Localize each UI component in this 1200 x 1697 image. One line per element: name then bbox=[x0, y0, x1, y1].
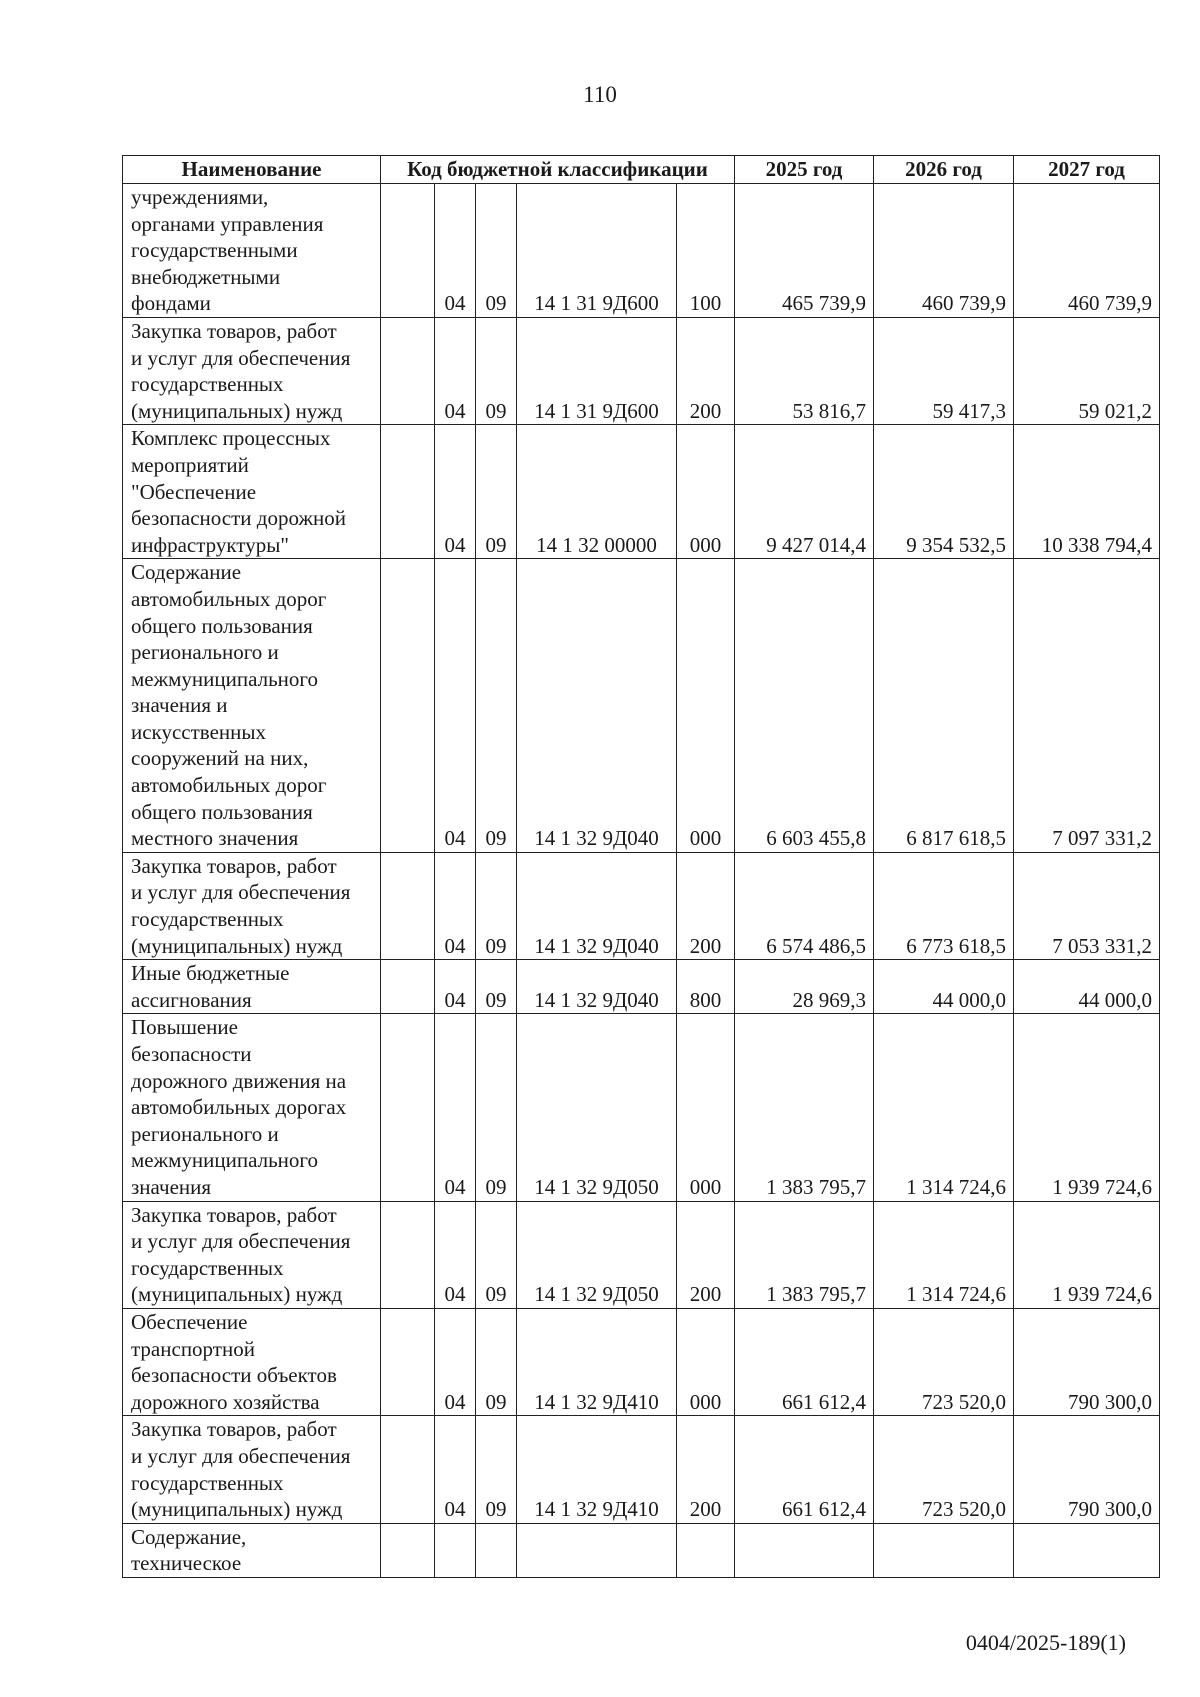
row-section-code: 04 bbox=[435, 852, 476, 959]
row-section-code: 04 bbox=[435, 960, 476, 1014]
row-subsection-code bbox=[476, 1523, 517, 1577]
row-name-line: Обеспечение bbox=[131, 1309, 248, 1334]
table-row bbox=[123, 1523, 1160, 1577]
row-subsection-code: 09 bbox=[476, 1201, 517, 1308]
row-amount-2027: 7 097 331,2 bbox=[1014, 559, 1160, 853]
row-amount-2026: 723 520,0 bbox=[874, 1308, 1014, 1415]
row-name-line: Иные бюджетные bbox=[131, 961, 290, 986]
row-name-line: Содержание bbox=[131, 560, 242, 585]
row-name-line: ассигнования bbox=[131, 987, 252, 1012]
row-name-line: Комплекс процессных bbox=[131, 426, 331, 451]
row-name-line: дорожного движения на bbox=[131, 1068, 347, 1093]
row-expense-type-code: 200 bbox=[677, 1201, 735, 1308]
row-target-article-code bbox=[517, 1523, 677, 1577]
row-amount-2026: 6 817 618,5 bbox=[874, 559, 1014, 853]
row-subsection-code: 09 bbox=[476, 1014, 517, 1201]
row-name-line: общего пользования bbox=[131, 613, 313, 638]
row-name bbox=[123, 960, 381, 1014]
row-amount-2027: 44 000,0 bbox=[1014, 960, 1160, 1014]
row-code-empty-cell bbox=[381, 1014, 435, 1201]
row-name-line: государственных bbox=[131, 1255, 284, 1280]
row-code-empty-cell bbox=[381, 425, 435, 559]
row-amount-2025: 6 603 455,8 bbox=[735, 559, 874, 853]
row-name-line: значения bbox=[131, 1174, 212, 1199]
row-amount-2027: 59 021,2 bbox=[1014, 317, 1160, 424]
row-name-line: и услуг для обеспечения bbox=[131, 1229, 351, 1254]
row-code-empty-cell bbox=[381, 960, 435, 1014]
row-target-article-code: 14 1 32 9Д040 bbox=[517, 960, 677, 1014]
row-name-line: безопасности объектов bbox=[131, 1363, 337, 1388]
row-name-line: фондами bbox=[131, 291, 211, 316]
row-name-line: (муниципальных) нужд bbox=[131, 398, 343, 423]
table-header-row bbox=[123, 156, 1160, 184]
row-amount-2027: 10 338 794,4 bbox=[1014, 425, 1160, 559]
row-subsection-code: 09 bbox=[476, 1416, 517, 1523]
row-code-empty-cell bbox=[381, 1308, 435, 1415]
row-name-line: государственными bbox=[131, 238, 298, 263]
row-name-line: государственных bbox=[131, 907, 284, 932]
row-name-line: мероприятий bbox=[131, 452, 249, 477]
row-target-article-code: 14 1 32 9Д050 bbox=[517, 1201, 677, 1308]
row-section-code: 04 bbox=[435, 1416, 476, 1523]
row-expense-type-code: 000 bbox=[677, 559, 735, 853]
row-amount-2027: 7 053 331,2 bbox=[1014, 852, 1160, 959]
header-name: Наименование bbox=[123, 156, 381, 184]
row-name-line: (муниципальных) нужд bbox=[131, 933, 343, 958]
row-name-line: государственных bbox=[131, 372, 284, 397]
table-row bbox=[123, 852, 1160, 959]
page-number: 110 bbox=[583, 82, 617, 107]
row-name-line: Закупка товаров, работ bbox=[131, 1417, 337, 1442]
row-name-line: значения и bbox=[131, 693, 228, 718]
row-section-code: 04 bbox=[435, 1308, 476, 1415]
table-row bbox=[123, 559, 1160, 853]
row-name bbox=[123, 317, 381, 424]
row-code-empty-cell bbox=[381, 1416, 435, 1523]
row-expense-type-code: 200 bbox=[677, 852, 735, 959]
row-name-line: Закупка товаров, работ bbox=[131, 318, 337, 343]
row-target-article-code: 14 1 32 9Д040 bbox=[517, 559, 677, 853]
row-section-code: 04 bbox=[435, 1014, 476, 1201]
table-row bbox=[123, 1308, 1160, 1415]
row-name-line: дорожного хозяйства bbox=[131, 1389, 320, 1414]
row-subsection-code: 09 bbox=[476, 425, 517, 559]
row-name-line: сооружений на них, bbox=[131, 746, 309, 771]
table-row bbox=[123, 1416, 1160, 1523]
row-amount-2025: 661 612,4 bbox=[735, 1416, 874, 1523]
row-name bbox=[123, 425, 381, 559]
row-name-line: общего пользования bbox=[131, 799, 313, 824]
row-code-empty-cell bbox=[381, 1523, 435, 1577]
row-section-code: 04 bbox=[435, 559, 476, 853]
row-amount-2025: 1 383 795,7 bbox=[735, 1014, 874, 1201]
row-subsection-code: 09 bbox=[476, 960, 517, 1014]
row-amount-2026 bbox=[874, 1523, 1014, 1577]
row-section-code: 04 bbox=[435, 425, 476, 559]
row-section-code: 04 bbox=[435, 317, 476, 424]
table-row bbox=[123, 1201, 1160, 1308]
row-subsection-code: 09 bbox=[476, 317, 517, 424]
table-row bbox=[123, 425, 1160, 559]
row-amount-2025: 1 383 795,7 bbox=[735, 1201, 874, 1308]
row-section-code: 04 bbox=[435, 184, 476, 318]
row-amount-2025: 28 969,3 bbox=[735, 960, 874, 1014]
row-amount-2027: 790 300,0 bbox=[1014, 1308, 1160, 1415]
row-name-line: Закупка товаров, работ bbox=[131, 853, 337, 878]
row-amount-2026: 59 417,3 bbox=[874, 317, 1014, 424]
row-name-line: учреждениями, bbox=[131, 185, 269, 209]
row-name-line: автомобильных дорогах bbox=[131, 1095, 347, 1120]
row-code-empty-cell bbox=[381, 317, 435, 424]
row-expense-type-code: 000 bbox=[677, 1014, 735, 1201]
row-name bbox=[123, 852, 381, 959]
budget-table bbox=[122, 155, 1160, 1578]
row-name-line: Закупка товаров, работ bbox=[131, 1202, 337, 1227]
table-row bbox=[123, 960, 1160, 1014]
row-name bbox=[123, 1201, 381, 1308]
row-name bbox=[123, 184, 381, 318]
row-name-line: безопасности bbox=[131, 1042, 252, 1066]
row-name-line: автомобильных дорог bbox=[131, 773, 327, 798]
row-code-empty-cell bbox=[381, 184, 435, 318]
row-name-line: и услуг для обеспечения bbox=[131, 1443, 351, 1468]
row-amount-2027: 460 739,9 bbox=[1014, 184, 1160, 318]
row-expense-type-code: 200 bbox=[677, 317, 735, 424]
document-code: 0404/2025-189(1) bbox=[965, 1630, 1126, 1655]
row-expense-type-code bbox=[677, 1523, 735, 1577]
row-name-line: регионального и bbox=[131, 1121, 279, 1146]
row-amount-2025: 53 816,7 bbox=[735, 317, 874, 424]
row-name-line: и услуг для обеспечения bbox=[131, 880, 351, 905]
header-2027: 2027 год bbox=[1014, 156, 1160, 184]
row-target-article-code: 14 1 32 9Д040 bbox=[517, 852, 677, 959]
row-amount-2025: 9 427 014,4 bbox=[735, 425, 874, 559]
row-name-line: межмуниципального bbox=[131, 1148, 318, 1173]
row-expense-type-code: 000 bbox=[677, 425, 735, 559]
row-amount-2026: 1 314 724,6 bbox=[874, 1014, 1014, 1201]
row-subsection-code: 09 bbox=[476, 184, 517, 318]
row-amount-2027: 1 939 724,6 bbox=[1014, 1014, 1160, 1201]
row-expense-type-code: 100 bbox=[677, 184, 735, 318]
row-amount-2026: 6 773 618,5 bbox=[874, 852, 1014, 959]
row-subsection-code: 09 bbox=[476, 559, 517, 853]
row-target-article-code: 14 1 32 9Д050 bbox=[517, 1014, 677, 1201]
row-amount-2026: 9 354 532,5 bbox=[874, 425, 1014, 559]
row-target-article-code: 14 1 31 9Д600 bbox=[517, 317, 677, 424]
table-row bbox=[123, 1014, 1160, 1201]
row-name bbox=[123, 1308, 381, 1415]
row-target-article-code: 14 1 31 9Д600 bbox=[517, 184, 677, 318]
row-name bbox=[123, 1523, 381, 1577]
row-name bbox=[123, 1416, 381, 1523]
row-subsection-code: 09 bbox=[476, 852, 517, 959]
row-amount-2025 bbox=[735, 1523, 874, 1577]
row-expense-type-code: 200 bbox=[677, 1416, 735, 1523]
row-target-article-code: 14 1 32 00000 bbox=[517, 425, 677, 559]
row-amount-2026: 1 314 724,6 bbox=[874, 1201, 1014, 1308]
row-code-empty-cell bbox=[381, 559, 435, 853]
row-amount-2026: 44 000,0 bbox=[874, 960, 1014, 1014]
row-name-line: органами управления bbox=[131, 211, 324, 236]
header-2026: 2026 год bbox=[874, 156, 1014, 184]
row-amount-2025: 661 612,4 bbox=[735, 1308, 874, 1415]
row-name-line: "Обеспечение bbox=[131, 479, 257, 504]
row-subsection-code: 09 bbox=[476, 1308, 517, 1415]
row-name-line: (муниципальных) нужд bbox=[131, 1497, 343, 1522]
row-name-line: техническое bbox=[131, 1551, 242, 1576]
row-name-line: внебюджетными bbox=[131, 264, 281, 289]
row-amount-2026: 460 739,9 bbox=[874, 184, 1014, 318]
row-name-line: межмуниципального bbox=[131, 666, 318, 691]
row-name-line: Содержание, bbox=[131, 1524, 247, 1549]
row-name bbox=[123, 559, 381, 853]
row-name-line: инфраструктуры" bbox=[131, 532, 289, 557]
row-name-line: государственных bbox=[131, 1470, 284, 1495]
table-row bbox=[123, 317, 1160, 424]
row-target-article-code: 14 1 32 9Д410 bbox=[517, 1308, 677, 1415]
row-amount-2027: 1 939 724,6 bbox=[1014, 1201, 1160, 1308]
row-amount-2027: 790 300,0 bbox=[1014, 1416, 1160, 1523]
row-name-line: (муниципальных) нужд bbox=[131, 1282, 343, 1307]
row-name-line: искусственных bbox=[131, 719, 266, 744]
row-name-line: автомобильных дорог bbox=[131, 586, 327, 611]
row-section-code: 04 bbox=[435, 1201, 476, 1308]
row-name bbox=[123, 1014, 381, 1201]
row-name-line: безопасности дорожной bbox=[131, 506, 346, 531]
row-amount-2026: 723 520,0 bbox=[874, 1416, 1014, 1523]
row-name-line: и услуг для обеспечения bbox=[131, 345, 351, 370]
table-body bbox=[123, 184, 1160, 1578]
table-row bbox=[123, 184, 1160, 318]
row-name-line: Повышение bbox=[131, 1015, 238, 1040]
row-code-empty-cell bbox=[381, 1201, 435, 1308]
row-expense-type-code: 800 bbox=[677, 960, 735, 1014]
row-target-article-code: 14 1 32 9Д410 bbox=[517, 1416, 677, 1523]
header-2025: 2025 год bbox=[735, 156, 874, 184]
row-code-empty-cell bbox=[381, 852, 435, 959]
row-name-line: регионального и bbox=[131, 640, 279, 665]
row-section-code bbox=[435, 1523, 476, 1577]
row-amount-2027 bbox=[1014, 1523, 1160, 1577]
row-name-line: транспортной bbox=[131, 1336, 255, 1361]
row-name-line: местного значения bbox=[131, 826, 299, 851]
row-amount-2025: 6 574 486,5 bbox=[735, 852, 874, 959]
row-expense-type-code: 000 bbox=[677, 1308, 735, 1415]
header-code: Код бюджетной классификации bbox=[381, 156, 735, 184]
row-amount-2025: 465 739,9 bbox=[735, 184, 874, 318]
